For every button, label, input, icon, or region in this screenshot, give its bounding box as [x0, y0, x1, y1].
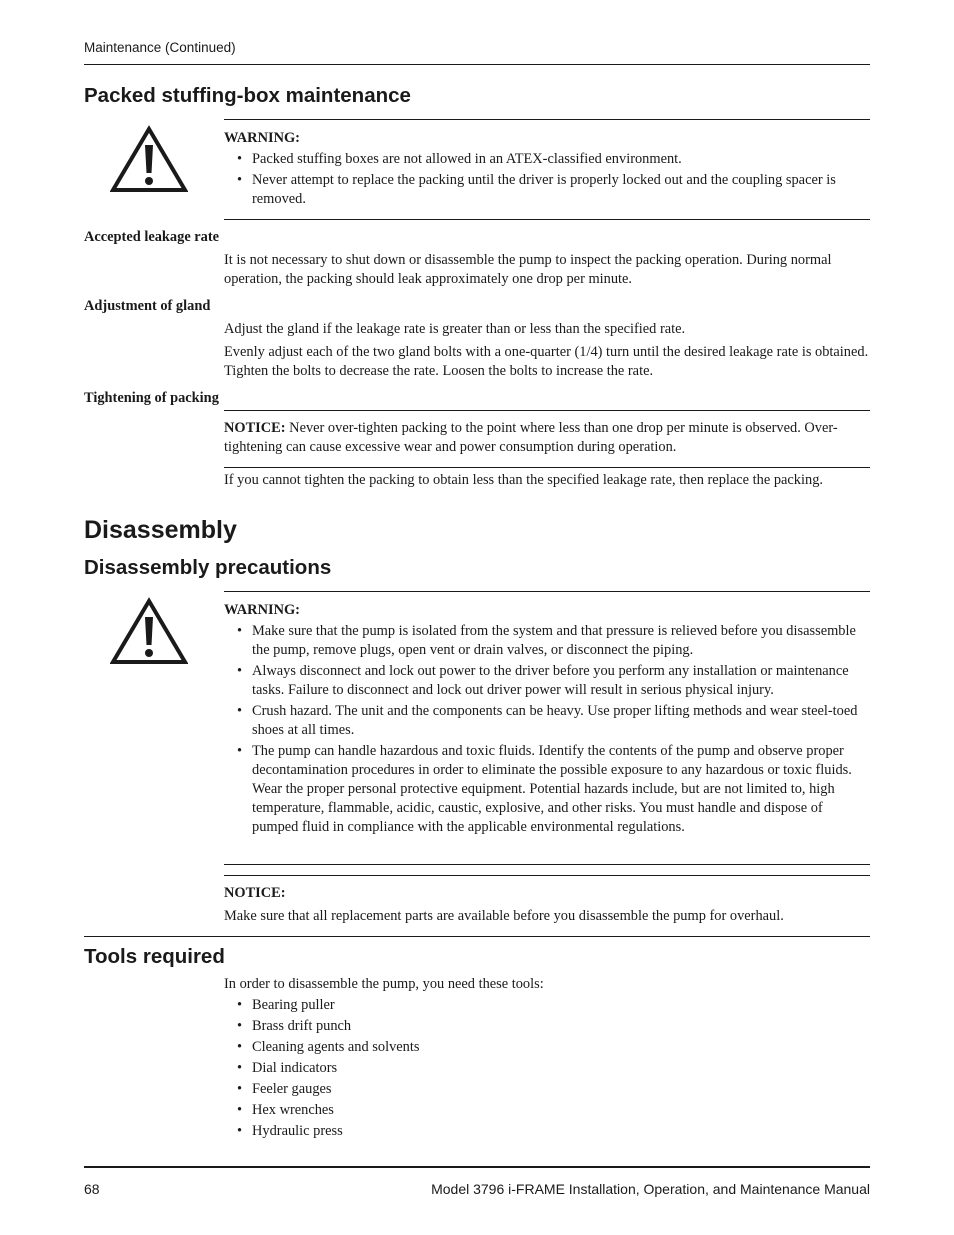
warning-list [224, 150, 870, 209]
warning-box-packed [224, 129, 870, 211]
page-number: 68 [84, 1181, 100, 1197]
tool-item: • Brass drift punch [224, 1017, 870, 1036]
section-title-disassembly: Disassembly [84, 516, 237, 544]
tool-item: • Dial indicators [224, 1059, 870, 1078]
tools-list [224, 996, 870, 1141]
tools-block [224, 975, 870, 1143]
warning-box-precautions [224, 601, 870, 839]
tool-item: • Feeler gauges [224, 1080, 870, 1099]
footer-rule [84, 1166, 870, 1168]
tightening-after-text: If you cannot tighten the packing to obtain less than the specified leakage rate, then replace the packing. [224, 472, 823, 488]
notice-box-tightening [224, 419, 870, 457]
tightening-after [224, 471, 870, 490]
notice-text: Make sure that all replacement parts are available before you disassemble the pump for overhaul. [224, 908, 784, 924]
warning-label: WARNING: [224, 602, 300, 618]
notice-bottom-rule [224, 467, 870, 468]
tools-intro: In order to disassemble the pump, you need these tools: [224, 976, 544, 992]
warning-triangle-icon [110, 125, 188, 193]
warning-label: WARNING: [224, 130, 300, 146]
gland-paragraphs [224, 320, 870, 381]
notice-box-parts [224, 884, 870, 926]
warning-bottom-rule [224, 219, 870, 220]
notice-paragraph [224, 419, 870, 457]
notice-bottom-rule [84, 936, 870, 937]
leakage-text: It is not necessary to shut down or disassemble the pump to inspect the packing operation. During normal operation, the packing should leak approximately one drop per minute. [224, 252, 832, 287]
notice-text: Never over-tighten packing to the point where less than one drop per minute is observed. Over-tightening can cause excessive wear and power consumption during operation. [224, 420, 838, 455]
warning-bottom-rule [224, 864, 870, 865]
warning-item: • The pump can handle hazardous and toxic fluids. Identify the contents of the pump and observe proper decontamination procedures in order to eliminate the possible exposure to any hazardous or toxic fluids. Wear the proper personal protective equipment. Potential hazards include, but are not limited to, high temperature, flammable, acidic, caustic, explosive, and other risks. You must handle and dispose of pumped fluid in compliance with the applicable environmental regulations. [224, 742, 870, 837]
gland-text-1: Adjust the gland if the leakage rate is greater than or less than the specified rate. [224, 321, 686, 337]
running-header: Maintenance (Continued) [84, 40, 236, 55]
warning-top-rule [224, 591, 870, 592]
tool-item: • Bearing puller [224, 996, 870, 1015]
notice-label: NOTICE: [224, 885, 286, 901]
section-title-tools: Tools required [84, 945, 225, 968]
warning-list [224, 622, 870, 837]
leakage-paragraph [224, 251, 870, 289]
subheading-leakage: Accepted leakage rate [84, 229, 220, 245]
subheading-tightening: Tightening of packing [84, 390, 219, 406]
header-rule [84, 64, 870, 65]
warning-item: • Always disconnect and lock out power to the driver before you perform any installation or maintenance tasks. Failure to disconnect and lock out driver power will result in serious physical injury. [224, 662, 870, 700]
tool-item: • Hydraulic press [224, 1122, 870, 1141]
warning-item: • Make sure that the pump is isolated from the system and that pressure is relieved before you disassemble the pump, remove plugs, open vent or drain valves, or disconnect the piping. [224, 622, 870, 660]
tool-item: • Hex wrenches [224, 1101, 870, 1120]
notice-label: NOTICE: [224, 420, 286, 436]
warning-item: • Never attempt to replace the packing until the driver is properly locked out and the coupling spacer is removed. [224, 171, 870, 209]
warning-triangle-icon [110, 597, 188, 665]
warning-item: • Crush hazard. The unit and the components can be heavy. Use proper lifting methods and wear steel-toed shoes at all times. [224, 702, 870, 740]
subheading-gland: Adjustment of gland [84, 298, 211, 314]
notice-top-rule [224, 410, 870, 411]
tool-item: • Cleaning agents and solvents [224, 1038, 870, 1057]
manual-title: Model 3796 i-FRAME Installation, Operation, and Maintenance Manual [431, 1181, 870, 1197]
gland-text-2: Evenly adjust each of the two gland bolts with a one-quarter (1/4) turn until the desired leakage rate is obtained. Tighten the bolts to decrease the rate. Loosen the bolts to increase the rate. [224, 344, 869, 379]
section-title-packed: Packed stuffing-box maintenance [84, 84, 411, 107]
warning-top-rule [224, 119, 870, 120]
section-title-precautions: Disassembly precautions [84, 556, 332, 579]
notice-top-rule [224, 875, 870, 876]
warning-item: • Packed stuffing boxes are not allowed in an ATEX-classified environment. [224, 150, 870, 169]
